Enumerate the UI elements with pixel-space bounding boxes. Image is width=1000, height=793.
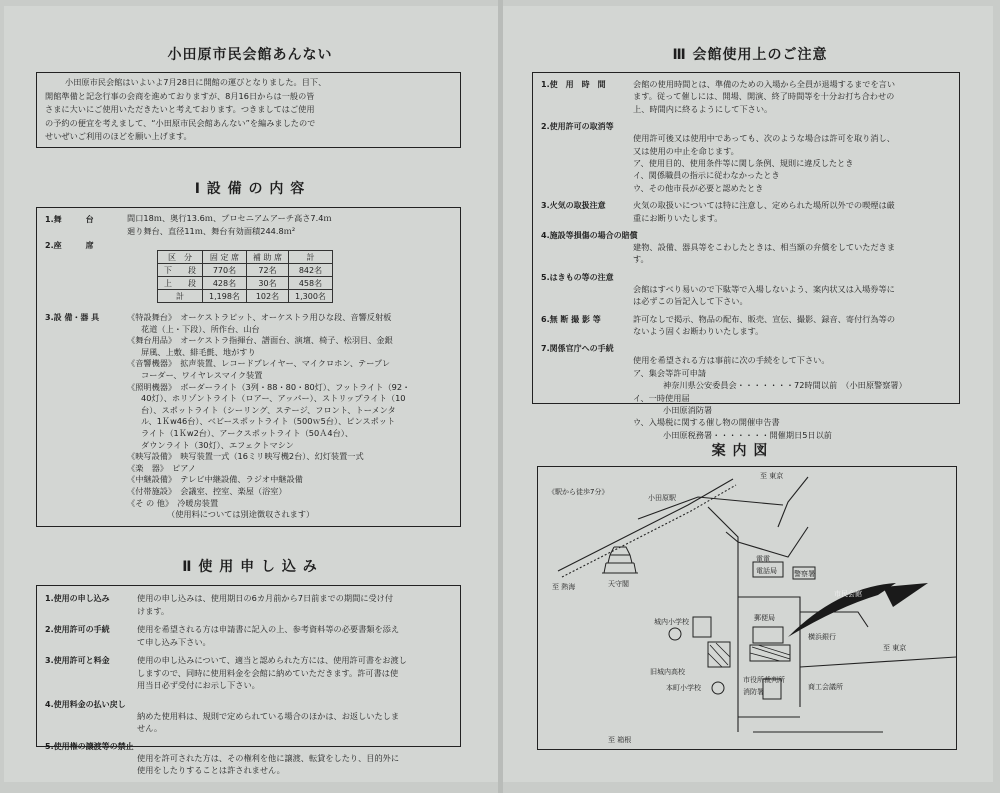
intro-title: 小田原市民会館あんない (167, 47, 333, 63)
map-label-station: 小田原駅 (648, 494, 676, 502)
seat-cell: 下 段 (158, 264, 203, 277)
castle-icon (602, 547, 638, 573)
notes-item-label: 3.火気の取扱注意 (541, 201, 606, 211)
notes-item-line: 重にお断りいたします。 (633, 212, 723, 223)
equipment-line: 《舞台用品》 オーケストラ指揮台、譜面台、演壇、椅子、松羽目、金銀 (127, 335, 393, 346)
notes-item-line: 会館はすべり易いので下駄等で入場しないよう、案内状又は入場券等に (633, 283, 895, 294)
map-label-court: 裁判所 (764, 676, 785, 684)
notes-item-label: 6.無 断 撮 影 等 (541, 314, 601, 324)
equipment-line: 屏風、上敷、緋毛氈、地がすり (141, 346, 256, 357)
equipment-line: 台）、スポットライト（シーリング、ステージ、フロント、トーメンタ (141, 404, 396, 415)
map-label-police: 警察署 (794, 570, 815, 578)
map-label-chamber: 商工会議所 (808, 683, 843, 691)
map-label-school2: 旧城内高校 (650, 668, 685, 676)
notes-item-line: は必ずこの旨記入して下さい。 (633, 296, 748, 307)
seat-cell: 102名 (246, 290, 288, 303)
application-item-line: 納めた使用料は、規則で定められている場合のほかは、お返しいたしま (137, 710, 400, 721)
notes-item-line: 火気の取扱いについては特に注意し、定められた場所以外での喫煙は厳 (633, 200, 895, 211)
equipment-line: ライト（1Ｋw2台）、アークスポットライト（50Ａ4台）、 (141, 428, 354, 438)
seat-cell: 30名 (246, 277, 288, 290)
seat-cell: 428名 (203, 277, 247, 290)
map-title: 案 内 図 (711, 443, 769, 459)
map-label-denden: 電電 (756, 555, 770, 563)
notes-item-line: 使用許可後又は使用中であっても、次のような場合は許可を取り消し、 (633, 133, 895, 144)
seat-header: 固 定 席 (203, 251, 247, 264)
road-east (800, 657, 956, 667)
equipment-line: 《特設舞台》 オーケストラピット、オーケストラ用ひな段、音響反射板 (127, 312, 392, 322)
equipment-line: コーダー、ワイヤレスマイク装置 (141, 370, 263, 380)
map-label-hall: 市民会館 (834, 590, 862, 598)
notes-item-line: 又は使用の中止を命じます。 (633, 145, 739, 156)
seat-header: 補 助 席 (246, 251, 288, 264)
notes-item-line: 神奈川県公安委員会・・・・・・・72時間以前 （小田原警察署） (663, 380, 907, 391)
notes-box (532, 72, 960, 440)
equipment-line: 《照明機器》 ボーダーライト（3列・88・80・80灯）、フットライト（92・ (127, 381, 411, 392)
notes-item-label: 2.使用許可の取消等 (541, 122, 614, 132)
seat-header: 区 分 (158, 251, 203, 264)
equipment-line: 《付帯施設》 会議室、控室、楽屋（浴室） (127, 486, 287, 496)
stage-line-2: 廻り舞台、直径11ｍ、舞台有効面積244.8ｍ² (127, 226, 296, 236)
equipment-line: ダウンライト（30灯）、エフェクトマシン (141, 439, 294, 450)
application-item-line: 使用をしたりすることは許されません。 (137, 765, 285, 775)
notes-item-line: 小田原消防署 (663, 405, 713, 415)
seat-cell: 770名 (203, 264, 247, 277)
equipment-line: 《音響機器》 拡声装置、レコードプレイヤー、マイクロホン、テープレ (127, 358, 391, 369)
notes-item-label: 1.使 用 時 間 (541, 80, 606, 89)
equipment-line: 40灯）、ホリゾントライト（ロアー、アッパー）、ストリップライト（10 (141, 393, 406, 404)
facilities-title: Ⅰ 設 備 の 内 容 (194, 181, 306, 197)
notes-item-line: 上、時間内に終るようにして下さい。 (633, 103, 773, 114)
application-item-label: 3.使用許可と料金 (45, 656, 110, 665)
application-item-line: 使用を許可された方は、その権利を他に譲渡、転貸をしたり、目的外に (137, 752, 400, 763)
facilities-box (36, 207, 461, 527)
intro-line: 開館準備と記念行事の会商を進めておりますが、8月16日からは一般の皆 (45, 90, 315, 101)
seat-cell: 計 (158, 290, 203, 303)
equipment-line: 《中継設備》 テレビ中継設備、ラジオ中継設備 (127, 474, 303, 485)
application-item-line: せん。 (137, 723, 163, 733)
notes-item-line: 小田原税務署・・・・・・・開催期日5日以前 (663, 429, 832, 440)
application-item-line: しますので、同時に使用料金を会館に納めていただきます。許可書は使 (137, 667, 399, 678)
hall-pointer-tip (883, 583, 928, 607)
map-label-cityhall: 市役所 (743, 676, 764, 684)
notes-item-line: イ、一時使用届 (633, 392, 690, 403)
equipment-line: 《楽 器》 ピアノ (127, 462, 196, 473)
map-label-school3: 本町小学校 (666, 684, 701, 692)
notes-item-line: ア、集会等許可申請 (633, 367, 707, 378)
notes-item-label: 7.関係官庁への手続 (541, 344, 614, 354)
application-item-line: 使用を希望される方は申請書に記入の上、参考資料等の必要書類を添え (137, 624, 400, 634)
seat-header: 計 (289, 251, 333, 264)
map-label-castle: 天守閣 (608, 580, 629, 588)
application-box (36, 585, 461, 775)
map-label-atami: 至 熱海 (552, 583, 576, 591)
equipment-label: 3.設 備・器 具 (45, 313, 100, 322)
map-label-post: 郵便局 (754, 614, 775, 622)
notes-item-line: 建物、設備、器具等をこわしたときは、相当額の弁償をしていただきま (633, 242, 896, 252)
notes-item-line: ます。従って催しには、開場、開演、終了時間等を十分お打ち合わせの (633, 91, 895, 102)
application-item-line: 用当日必ず受付にお示し下さい。 (137, 680, 260, 690)
equipment-line: ル、1Ｋw46台）、ベビースポットライト（500ｗ5台）、ピンスポット (141, 416, 396, 427)
school-symbol-icon (712, 682, 724, 694)
notes-item-line: ウ、入場税に関する催し物の開催申告書 (633, 417, 780, 428)
seats-label: 2.座 席 (45, 241, 94, 250)
intro-line: の予約の便宜を考えまして、“小田原市民会館あんない”を編みましたので (45, 117, 316, 128)
intro-line: せいぜいご利用のほどを願い上げます。 (45, 131, 192, 141)
map-box (537, 466, 957, 750)
notes-item-line: イ、関係職員の指示に従わなかったとき (633, 170, 780, 181)
road-central (708, 507, 738, 732)
road-tokyo (778, 477, 808, 527)
map-label-school1: 城内小学校 (654, 618, 689, 626)
seat-cell: 458名 (289, 277, 333, 290)
stage-label: 1.舞 台 (45, 215, 94, 224)
seat-cell: 上 段 (158, 277, 203, 290)
equipment-line: （使用料については別途徴収されます） (167, 509, 315, 520)
map-walk-note: 《駅から徒歩7分》 (548, 488, 609, 496)
seat-cell: 1,198名 (203, 290, 247, 303)
map-label-fire: 消防署 (743, 688, 764, 696)
application-item-line: 使用の申し込みは、使用期日の6カ月前から7日前までの期間に受け付 (137, 593, 394, 603)
notes-item-line: 許可なしで掲示、物品の配布、販売、宣伝、撮影、録音、寄付行為等の (633, 313, 896, 324)
intro-box (36, 72, 461, 148)
map-label-telephone: 電話局 (756, 567, 777, 575)
notes-item-label: 5.はきもの等の注意 (541, 272, 614, 282)
stage-line-1: 間口18ｍ、奥行13.6ｍ、プロセニアムアーチ高さ7.4ｍ (127, 213, 332, 223)
notes-item-line: 使用を希望される方は事前に次の手続をして下さい。 (633, 355, 830, 366)
seat-cell: 72名 (246, 264, 288, 277)
notes-item-line: ウ、その他市長が必要と認めたとき (633, 182, 764, 193)
intro-line: さまに大いにご使用いただきたいと考えております。つきましてはご使用 (45, 104, 315, 114)
application-item-label: 1.使用の申し込み (45, 594, 110, 603)
intro-line: 小田原市民会館はいよいよ7月28日に開館の運びとなりました。目下、 (65, 77, 327, 87)
application-item-line: 使用の申し込みについて、適当と認められた方には、使用許可書をお渡し (137, 655, 407, 665)
map-label-bank: 横浜銀行 (808, 633, 836, 641)
notes-item-line: ア、使用目的、使用条件等に関し条例、規則に違反したとき (633, 158, 854, 168)
equipment-line: 《映写設備》 映写装置一式（16ミリ映写機2台）、幻灯装置一式 (127, 451, 364, 462)
map-label-hakone: 至 箱根 (608, 736, 632, 744)
application-item-label: 2.使用許可の手続 (45, 625, 110, 634)
notes-item-label: 4.施設等損傷の場合の賠償 (541, 231, 638, 240)
map-label-tokyo: 至 東京 (760, 472, 784, 480)
map-label-tokyo-east: 至 東京 (883, 644, 907, 652)
application-title: Ⅱ 使 用 申 し 込 み (182, 559, 318, 575)
application-item-line: て申し込み下さい。 (137, 636, 211, 647)
notes-item-line: ないよう固くお断わりいたします。 (633, 326, 764, 336)
notes-title: Ⅲ 会館使用上のご注意 (672, 47, 828, 63)
bank-building (753, 627, 783, 643)
school-symbol-icon (669, 628, 681, 640)
seat-cell: 842名 (289, 264, 333, 277)
notes-item-line: す。 (633, 254, 649, 265)
map-drawing (538, 467, 956, 749)
equipment-line: 花道（上・下段）、所作台、山台 (141, 323, 260, 334)
application-item-label: 4.使用料金の払い戻し (45, 699, 126, 709)
seat-table (157, 250, 333, 303)
equipment-line: 《そ の 他》 冷暖房装置 (127, 497, 219, 508)
seat-cell: 1,300名 (289, 290, 333, 303)
application-item-label: 5.使用権の譲渡等の禁止 (45, 741, 134, 751)
school-building (693, 617, 711, 637)
application-item-line: けます。 (137, 605, 170, 616)
notes-item-line: 会館の使用時間とは、準備のための入場から全員が退場するまでを言い (633, 79, 896, 89)
